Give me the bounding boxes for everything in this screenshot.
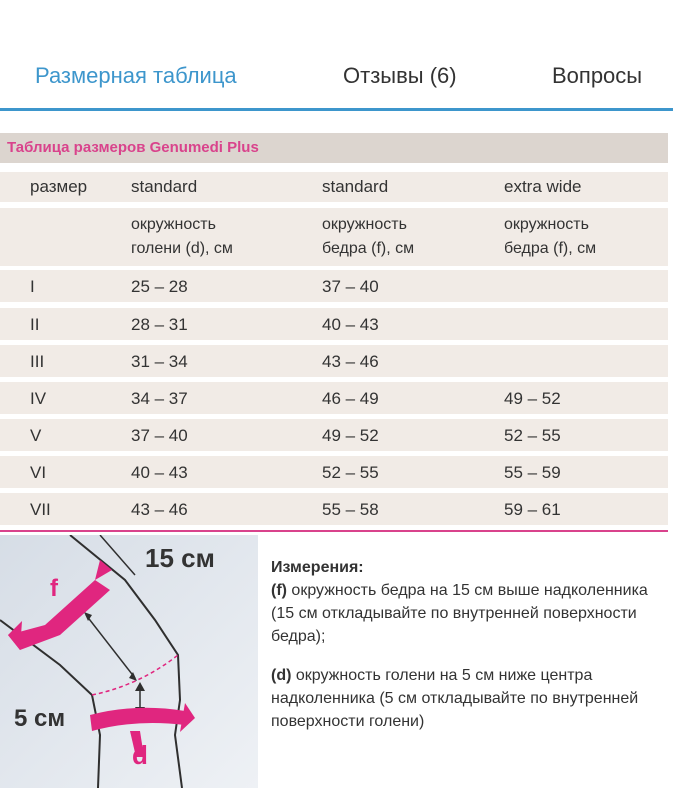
measure-d-key: (d) — [271, 667, 292, 684]
tab-size-chart[interactable]: Размерная таблица — [35, 63, 237, 88]
table-row — [0, 419, 668, 451]
tab-questions-label: Вопросы — [552, 63, 643, 88]
table-row — [0, 345, 668, 377]
table-row — [0, 270, 668, 302]
table-header-row — [0, 172, 668, 202]
measure-f-text: окружность бедра на 15 см выше надколенника (15 см откладывайте по внутренней поверхности бедра); — [271, 582, 648, 645]
measure-d-text: окружность голени на 5 см ниже центра надколенника (5 см откладывайте по внутренней поверхности голени) — [271, 667, 639, 730]
tab-reviews[interactable]: Отзывы (6) — [343, 63, 457, 88]
subheader-thigh: окружность бедра (f), см — [322, 216, 415, 257]
cell-thigh-wide: 52 – 55 — [504, 426, 561, 445]
table-title: Таблица размеров Genumedi Plus — [7, 139, 259, 156]
label-15cm: 15 см — [145, 543, 215, 573]
cell-shin: 31 – 34 — [131, 352, 188, 371]
cell-shin: 34 – 37 — [131, 389, 188, 408]
knee-diagram-graphic — [0, 535, 258, 788]
measurement-instructions — [271, 556, 671, 749]
label-f: f — [50, 575, 58, 602]
cell-shin: 25 – 28 — [131, 277, 188, 296]
cell-shin: 28 – 31 — [131, 315, 188, 334]
header-standard-thigh: standard — [322, 177, 389, 196]
cell-thigh: 52 – 55 — [322, 463, 379, 482]
table-bottom-rule — [0, 530, 668, 532]
measure-f-key: (f) — [271, 582, 287, 599]
cell-thigh: 46 – 49 — [322, 389, 379, 408]
subheader-shin: окружность голени (d), см — [131, 216, 233, 257]
cell-size: III — [30, 352, 45, 371]
label-5cm: 5 см — [14, 705, 66, 732]
cell-size: IV — [30, 389, 47, 408]
measure-heading: Измерения: — [271, 559, 364, 576]
cell-thigh: 55 – 58 — [322, 500, 379, 519]
tab-overflow-fade — [655, 63, 673, 89]
cell-shin: 37 – 40 — [131, 426, 188, 445]
cell-size: II — [30, 315, 40, 334]
table-row — [0, 308, 668, 340]
measure-d-paragraph — [271, 664, 671, 733]
cell-thigh-wide: 59 – 61 — [504, 500, 561, 519]
measure-f-paragraph — [271, 556, 671, 648]
cell-size: V — [30, 426, 42, 445]
cell-size: I — [30, 277, 35, 296]
tab-bar — [0, 0, 673, 112]
table-row — [0, 456, 668, 488]
table-row — [0, 382, 668, 414]
cell-thigh: 43 – 46 — [322, 352, 379, 371]
header-size: размер — [30, 177, 88, 196]
cell-shin: 40 – 43 — [131, 463, 188, 482]
label-d: d — [132, 740, 148, 770]
cell-thigh-wide: 49 – 52 — [504, 389, 561, 408]
knee-illustration — [0, 535, 258, 788]
cell-thigh: 37 – 40 — [322, 277, 379, 296]
cell-thigh-wide: 55 – 59 — [504, 463, 561, 482]
table-row — [0, 493, 668, 525]
cell-shin: 43 – 46 — [131, 500, 188, 519]
size-table — [0, 133, 673, 531]
tab-questions[interactable] — [552, 63, 673, 89]
cell-thigh: 40 – 43 — [322, 315, 379, 334]
subheader-thigh-wide: окружность бедра (f), см — [504, 216, 597, 257]
table-title-bar — [0, 133, 668, 163]
tab-active-underline — [0, 108, 673, 111]
header-standard-shin: standard — [131, 177, 198, 196]
cell-thigh: 49 – 52 — [322, 426, 379, 445]
table-subheader-row — [0, 208, 668, 266]
header-extra-wide: extra wide — [504, 177, 582, 196]
cell-size: VII — [30, 500, 51, 519]
cell-size: VI — [30, 463, 47, 482]
